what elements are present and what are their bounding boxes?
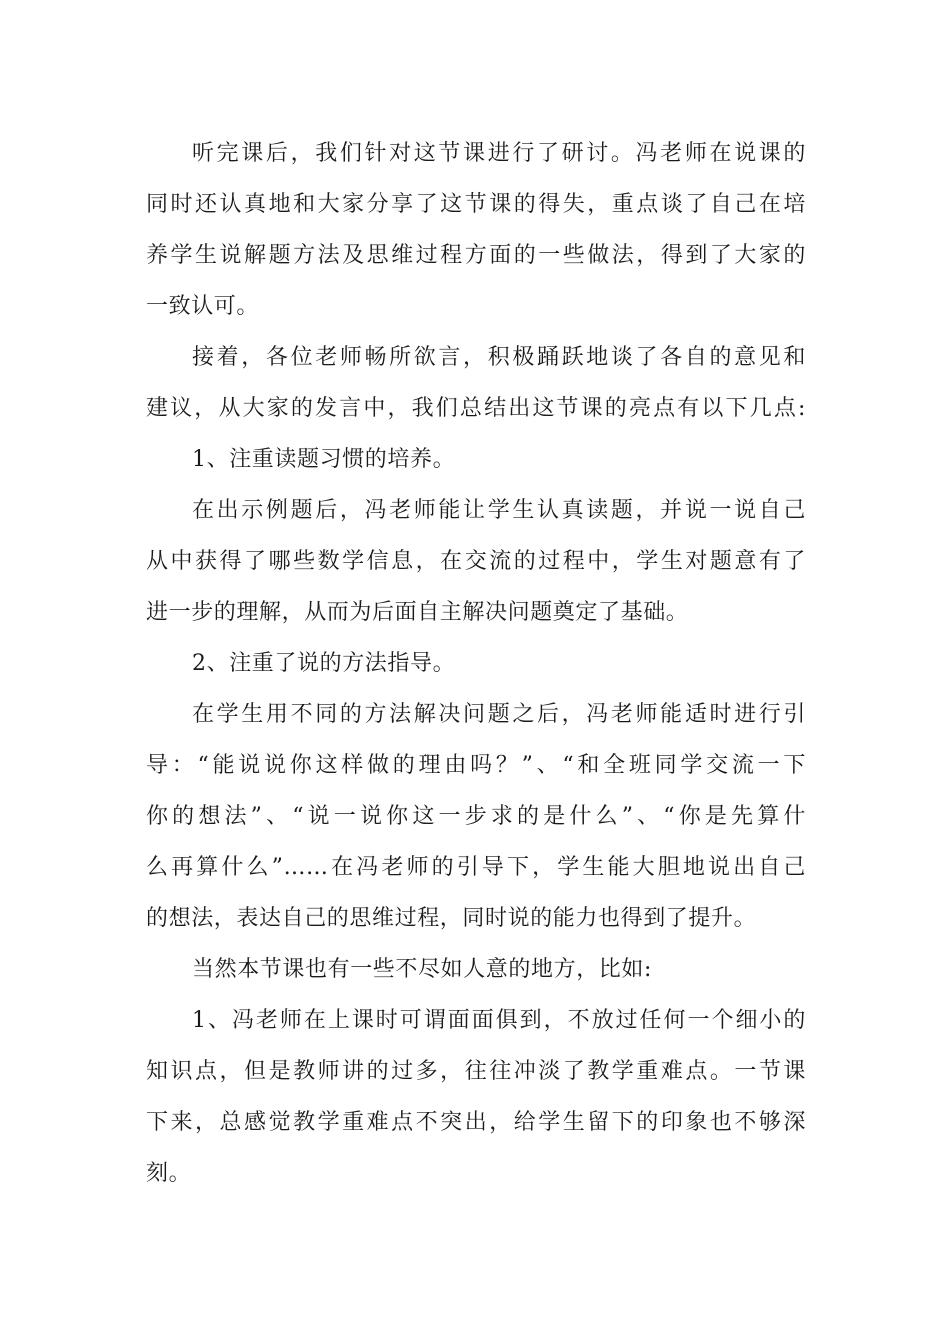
text-line: 当然本节课也有一些不尽如人意的地方，比如: [192, 957, 653, 982]
text-line: 1、冯老师在上课时可谓面面俱到，不放过任何一个细小的 [192, 1008, 806, 1033]
text-line: 接着，各位老师畅所欲言，积极踊跃地谈了各自的意见和 [192, 345, 806, 370]
text-line: 进一步的理解，从而为后面自主解决问题奠定了基础。 [146, 600, 689, 625]
text-line: 么再算什么”……在冯老师的引导下，学生能大胆地说出自己 [146, 855, 806, 880]
text-line: 在学生用不同的方法解决问题之后，冯老师能适时进行引 [192, 702, 806, 727]
text-line: 一致认可。 [146, 294, 260, 319]
text-line: 刻。 [146, 1161, 192, 1186]
text-line: 的想法，表达自己的思维过程，同时说的能力也得到了提升。 [146, 906, 757, 931]
text-line: 从中获得了哪些数学信息，在交流的过程中，学生对题意有了 [146, 549, 806, 574]
text-line: 1、注重读题习惯的培养。 [192, 447, 456, 472]
text-line: 导：“能说说你这样做的理由吗？”、“和全班同学交流一下 [146, 753, 806, 778]
text-line: 养学生说解题方法及思维过程方面的一些做法，得到了大家的 [146, 243, 806, 268]
text-line: 2、注重了说的方法指导。 [192, 651, 456, 676]
text-line: 你的想法”、“说一说你这一步求的是什么”、“你是先算什 [146, 804, 806, 829]
text-line: 建议，从大家的发言中，我们总结出这节课的亮点有以下几点: [146, 396, 806, 421]
text-line: 下来，总感觉教学重难点不突出，给学生留下的印象也不够深 [146, 1110, 806, 1135]
text-line: 听完课后，我们针对这节课进行了研讨。冯老师在说课的 [192, 141, 806, 166]
text-line: 同时还认真地和大家分享了这节课的得失，重点谈了自己在培 [146, 192, 806, 217]
text-line: 知识点，但是教师讲的过多，往往冲淡了教学重难点。一节课 [146, 1059, 806, 1084]
document-body [146, 128, 806, 1199]
text-line: 在出示例题后，冯老师能让学生认真读题，并说一说自己 [192, 498, 806, 523]
